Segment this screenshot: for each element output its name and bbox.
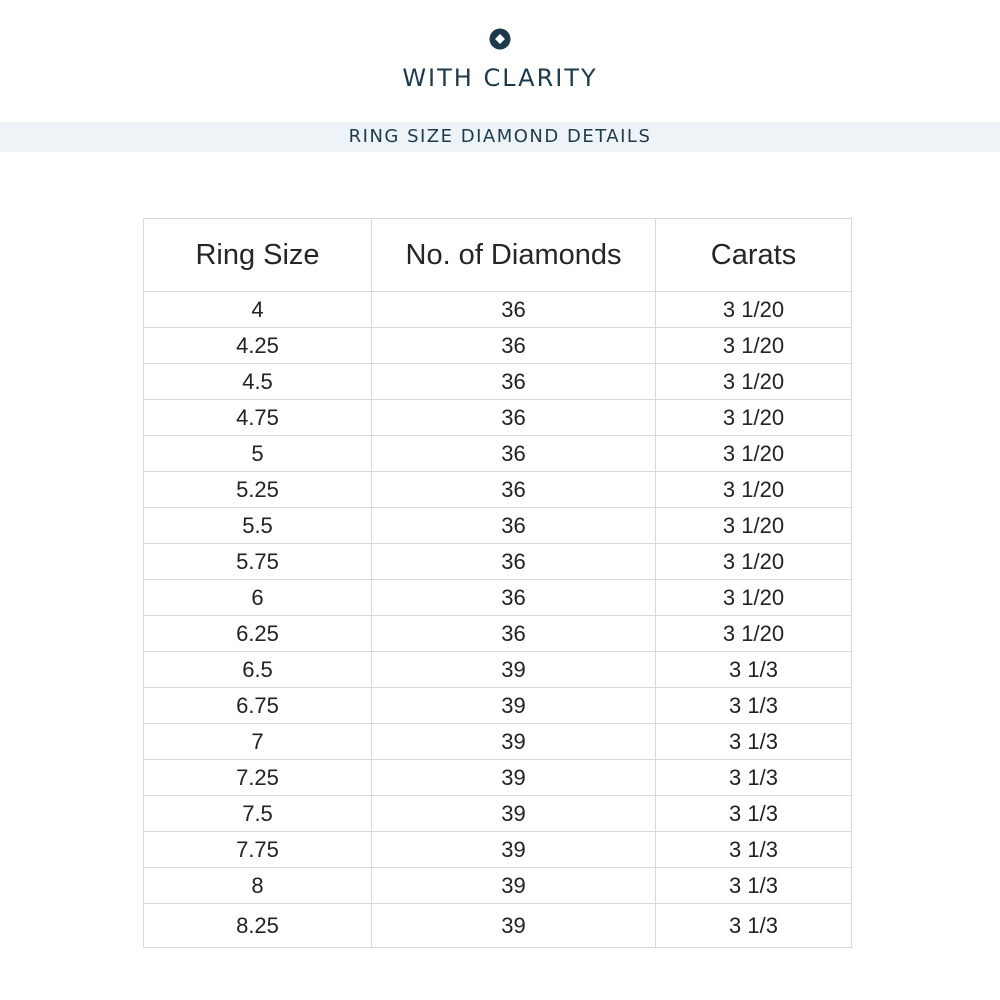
table-header-row: [144, 219, 852, 292]
diamond-count-cell: 39: [372, 760, 656, 796]
ring-size-cell: 7.5: [144, 796, 372, 832]
carat-cell: 3 1/3: [656, 760, 852, 796]
diamond-count-cell: 36: [372, 508, 656, 544]
diamond-count-cell: 36: [372, 292, 656, 328]
diamond-count-cell: 39: [372, 724, 656, 760]
diamond-count-cell: 39: [372, 904, 656, 948]
header-diamond-count: No. of Diamonds: [372, 219, 656, 292]
table-row: [144, 364, 852, 400]
table-row: [144, 796, 852, 832]
carat-cell: 3 1/20: [656, 400, 852, 436]
carat-cell: 3 1/20: [656, 292, 852, 328]
ring-size-cell: 6.5: [144, 652, 372, 688]
title-banner: [0, 122, 1000, 152]
header-ring-size: Ring Size: [144, 219, 372, 292]
diamond-count-cell: 36: [372, 472, 656, 508]
diamond-count-cell: 39: [372, 652, 656, 688]
diamond-count-cell: 39: [372, 832, 656, 868]
ring-size-cell: 5: [144, 436, 372, 472]
diamond-count-cell: 36: [372, 580, 656, 616]
carat-cell: 3 1/20: [656, 616, 852, 652]
diamond-count-cell: 36: [372, 544, 656, 580]
carat-cell: 3 1/20: [656, 472, 852, 508]
carat-cell: 3 1/3: [656, 868, 852, 904]
ring-size-cell: 6.75: [144, 688, 372, 724]
ring-size-cell: 7: [144, 724, 372, 760]
brand-name: WITH CLARITY: [402, 64, 598, 92]
table-row: [144, 472, 852, 508]
ring-size-cell: 5.25: [144, 472, 372, 508]
ring-size-cell: 4: [144, 292, 372, 328]
ring-size-table: [143, 218, 852, 948]
table-row: [144, 328, 852, 364]
header-carats: Carats: [656, 219, 852, 292]
table-row: [144, 760, 852, 796]
table-row: [144, 724, 852, 760]
diamond-count-cell: 36: [372, 400, 656, 436]
carat-cell: 3 1/20: [656, 436, 852, 472]
table-row: [144, 616, 852, 652]
ring-size-cell: 4.25: [144, 328, 372, 364]
diamond-count-cell: 36: [372, 616, 656, 652]
carat-cell: 3 1/3: [656, 832, 852, 868]
table-row: [144, 832, 852, 868]
carat-cell: 3 1/3: [656, 724, 852, 760]
ring-size-cell: 7.75: [144, 832, 372, 868]
table-row: [144, 292, 852, 328]
ring-size-cell: 6: [144, 580, 372, 616]
table-row: [144, 904, 852, 948]
page-title: RING SIZE DIAMOND DETAILS: [348, 126, 652, 147]
ring-size-cell: 8: [144, 868, 372, 904]
diamond-count-cell: 36: [372, 328, 656, 364]
ring-size-cell: 4.5: [144, 364, 372, 400]
table-row: [144, 508, 852, 544]
diamond-count-cell: 39: [372, 796, 656, 832]
diamond-count-cell: 36: [372, 436, 656, 472]
ring-size-cell: 6.25: [144, 616, 372, 652]
diamond-count-cell: 39: [372, 688, 656, 724]
ring-size-cell: 5.75: [144, 544, 372, 580]
table-row: [144, 580, 852, 616]
ring-size-cell: 5.5: [144, 508, 372, 544]
ring-size-cell: 4.75: [144, 400, 372, 436]
carat-cell: 3 1/20: [656, 508, 852, 544]
table-row: [144, 436, 852, 472]
ring-size-cell: 8.25: [144, 904, 372, 948]
carat-cell: 3 1/20: [656, 580, 852, 616]
table-row: [144, 544, 852, 580]
carat-cell: 3 1/3: [656, 904, 852, 948]
table-row: [144, 688, 852, 724]
carat-cell: 3 1/3: [656, 688, 852, 724]
ring-size-cell: 7.25: [144, 760, 372, 796]
carat-cell: 3 1/20: [656, 328, 852, 364]
table-row: [144, 868, 852, 904]
diamond-ring-logo-icon: [489, 28, 511, 50]
diamond-count-cell: 36: [372, 364, 656, 400]
carat-cell: 3 1/3: [656, 652, 852, 688]
diamond-count-cell: 39: [372, 868, 656, 904]
carat-cell: 3 1/20: [656, 364, 852, 400]
carat-cell: 3 1/20: [656, 544, 852, 580]
carat-cell: 3 1/3: [656, 796, 852, 832]
table-row: [144, 652, 852, 688]
table-row: [144, 400, 852, 436]
